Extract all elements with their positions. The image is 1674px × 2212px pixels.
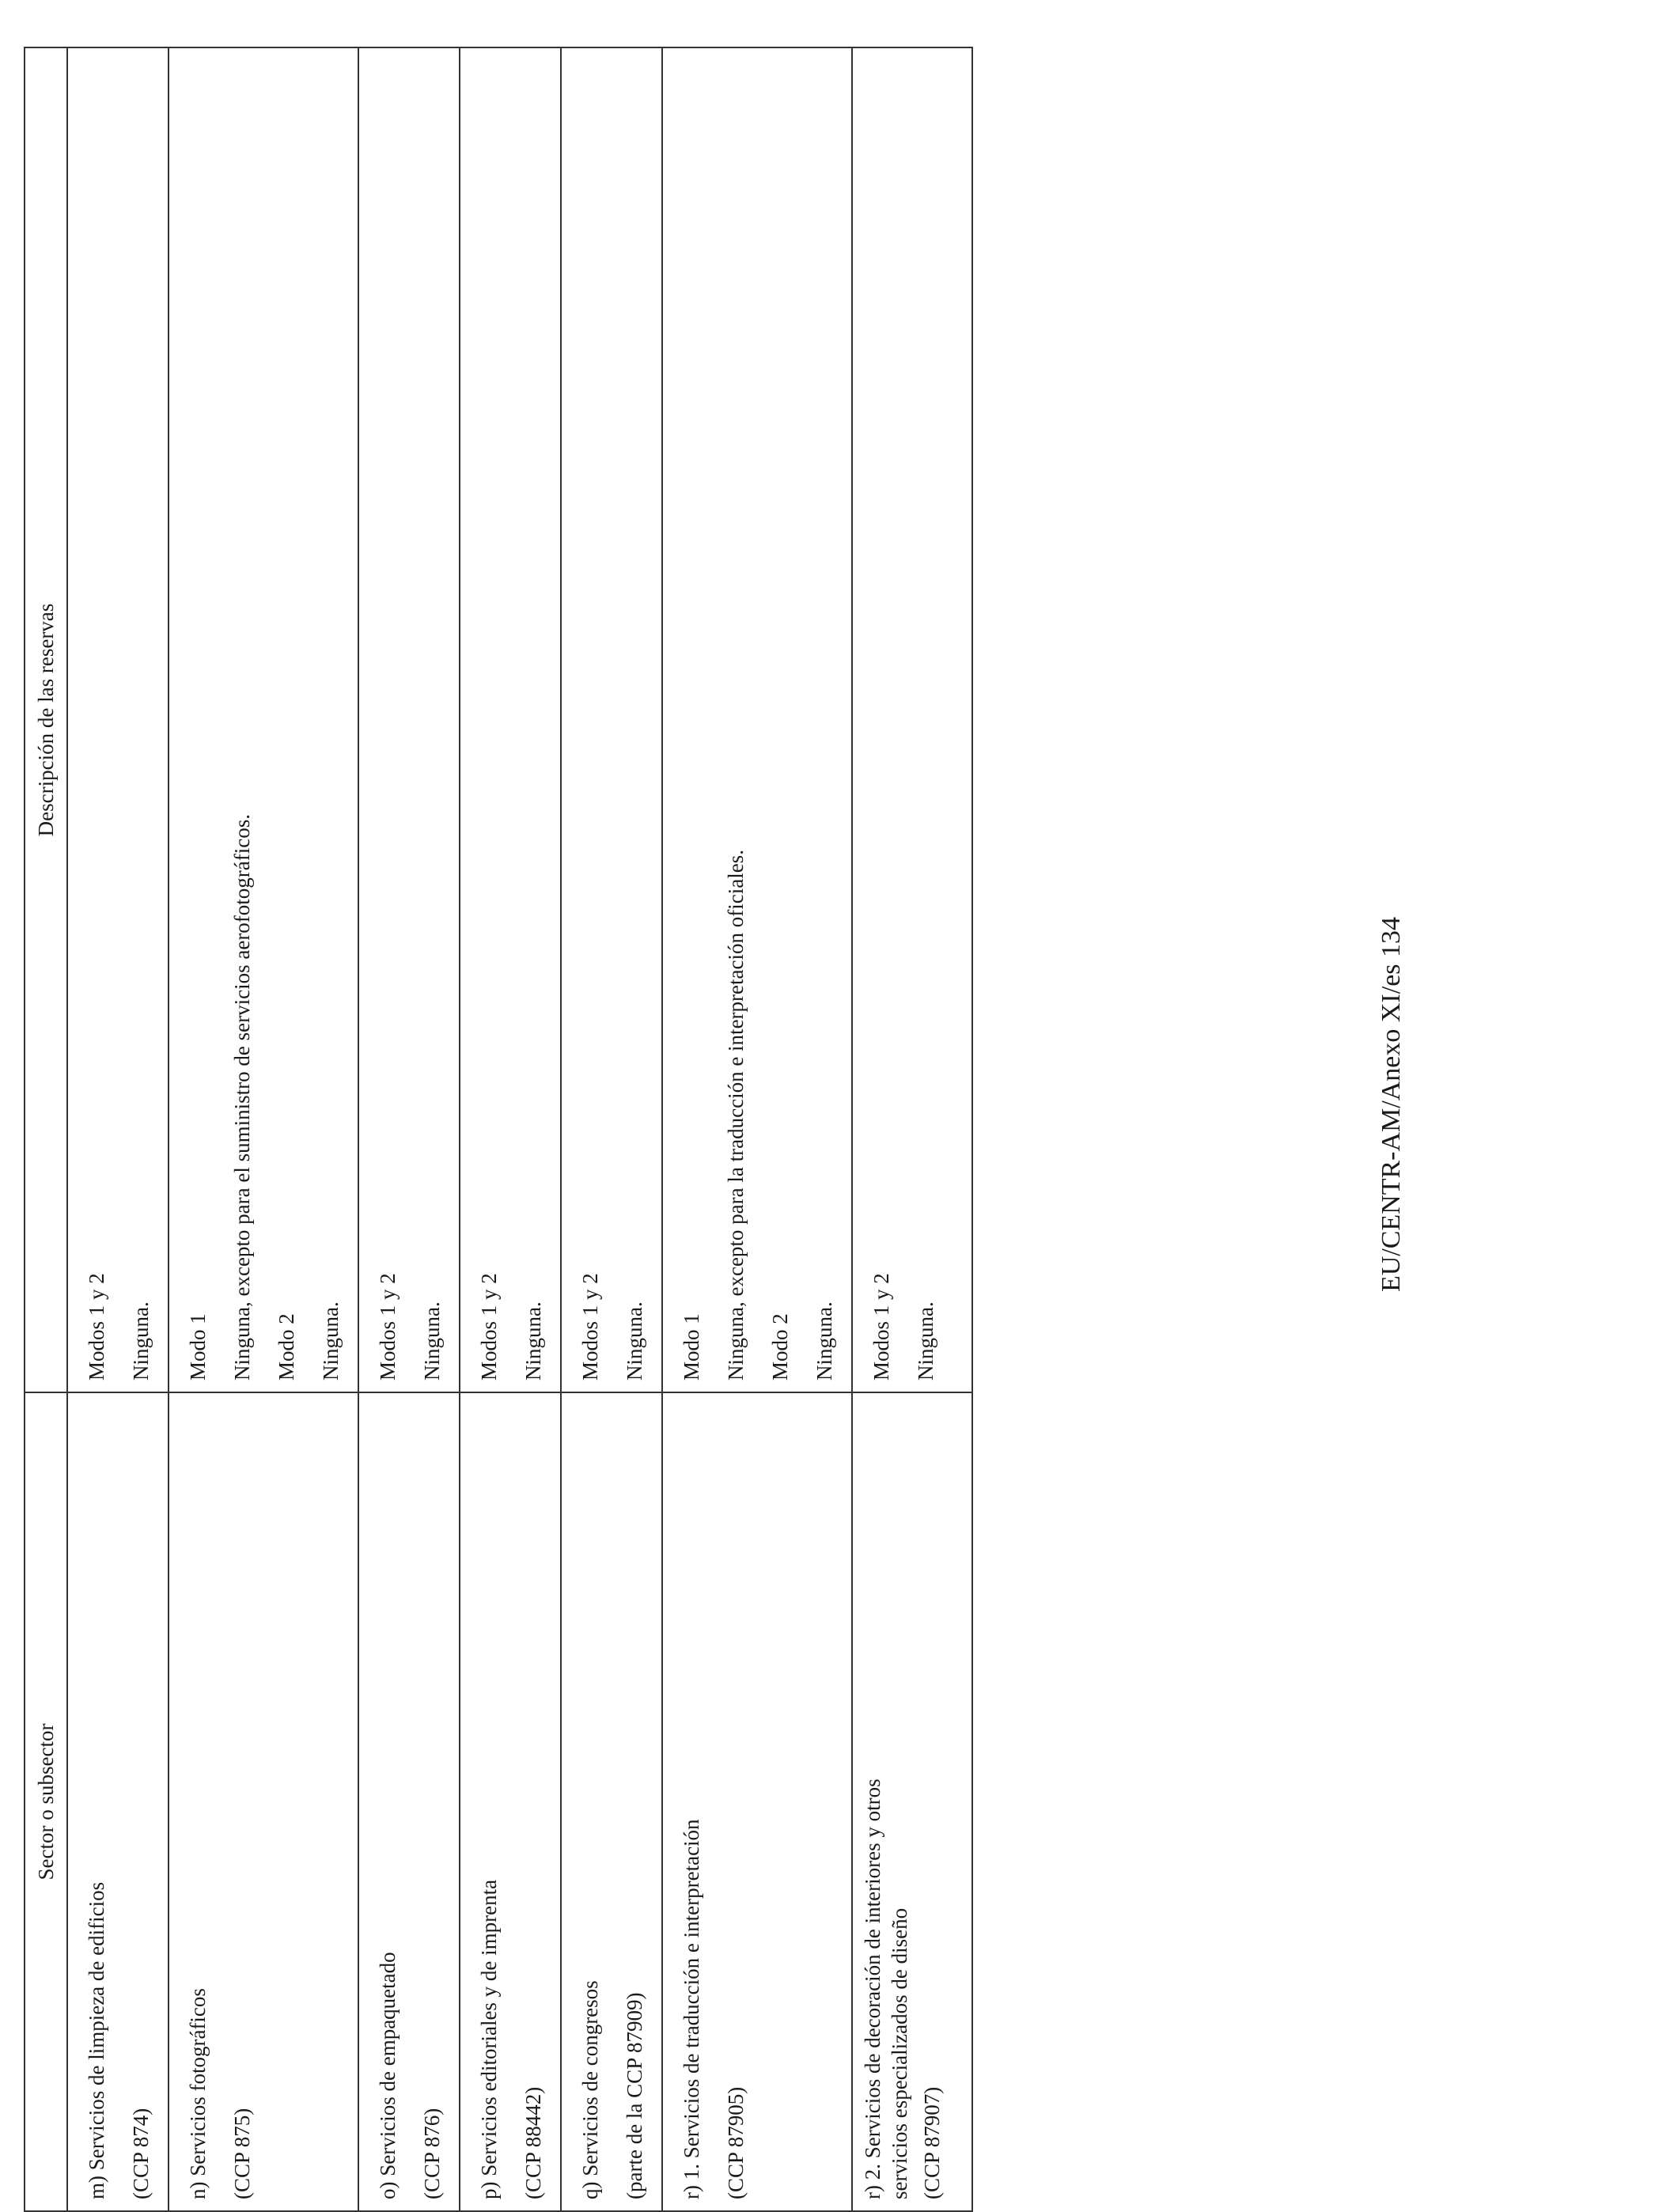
description-cell [358,47,460,1392]
sector-line: (CCP 876) [420,2108,444,2199]
description-line: Modos 1 y 2 [578,1273,602,1381]
description-cell [662,47,852,1392]
description-cell [460,47,561,1392]
sector-line: (CCP 87905) [724,2086,748,2199]
description-line: Modos 1 y 2 [85,1273,108,1381]
description-line: Ninguna. [521,1301,545,1381]
sector-cell [67,1392,169,2211]
description-line: Ninguna. [914,1301,937,1381]
table-row [169,47,358,2211]
header-sector: Sector o subsector [25,1392,67,2211]
sector-line: (parte de la CCP 87909) [623,1992,646,2199]
sector-cell [852,1392,972,2211]
description-line: Modo 2 [275,1313,298,1381]
table-row [561,47,662,2211]
description-line: Modos 1 y 2 [477,1273,501,1381]
description-line: Modo 1 [680,1313,703,1381]
reservations-table [24,47,973,2212]
sector-line: (CCP 874) [129,2108,153,2199]
sector-cell [358,1392,460,2211]
description-line: Modos 1 y 2 [869,1273,893,1381]
sector-line: n) Servicios fotográficos [186,1988,210,2199]
sector-line: p) Servicios editoriales y de imprenta [477,1879,501,2199]
description-line: Ninguna. [420,1301,444,1381]
description-line: Ninguna. [319,1301,343,1381]
sector-cell [169,1392,358,2211]
table-row [67,47,169,2211]
document-reference: EU/CENTR-AM/Anexo XI/es 134 [1377,916,1406,1293]
header-description: Descripción de las reservas [25,47,67,1392]
sector-line: m) Servicios de limpieza de edificios [85,1881,108,2199]
table-row [852,47,972,2211]
description-line: Modos 1 y 2 [376,1273,400,1381]
description-line: Ninguna. [623,1301,646,1381]
sector-line: q) Servicios de congresos [578,1980,602,2199]
description-line: Modo 2 [768,1313,792,1381]
sector-line: (CCP 88442) [521,2086,545,2199]
reservations-table-rotated [24,48,944,2212]
description-line: Ninguna, excepto para la traducción e interpretación oficiales. [724,850,748,1381]
sector-cell [561,1392,662,2211]
description-cell [169,47,358,1392]
description-line: Modo 1 [186,1313,210,1381]
sector-cell [460,1392,561,2211]
sector-line: o) Servicios de empaquetado [376,1952,400,2199]
table-row [662,47,852,2211]
table-row [358,47,460,2211]
description-line: Ninguna. [812,1301,836,1381]
sector-line: r) 2. Servicios de decoración de interiores y otros [861,1778,884,2199]
sector-cell [662,1392,852,2211]
sector-line: servicios especializados de diseño [888,1907,911,2199]
description-cell [67,47,169,1392]
sector-line: r) 1. Servicios de traducción e interpretación [680,1819,703,2199]
table-header-row [25,47,67,2211]
description-line: Ninguna, excepto para el suministro de servicios aerofotográficos. [230,813,254,1381]
sector-line: (CCP 875) [230,2108,254,2199]
description-cell [852,47,972,1392]
description-line: Ninguna. [129,1301,153,1381]
table-row [460,47,561,2211]
sector-line: (CCP 87907) [920,2086,944,2199]
description-cell [561,47,662,1392]
